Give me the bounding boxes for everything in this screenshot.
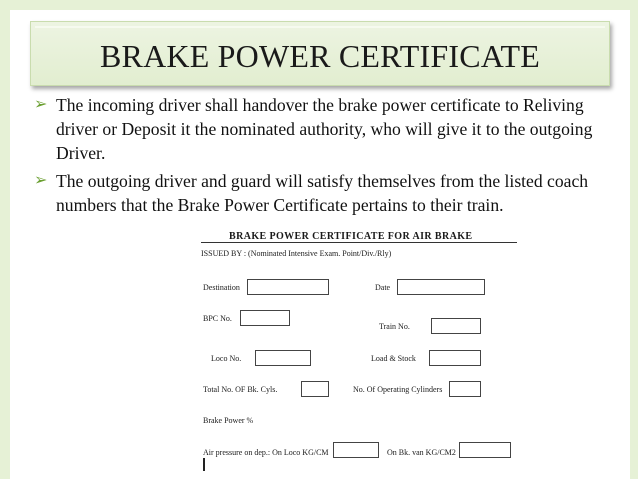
slide-border-top bbox=[0, 0, 638, 10]
destination-field bbox=[247, 279, 329, 295]
form-image bbox=[181, 226, 524, 479]
loco-no-label: Loco No. bbox=[211, 354, 242, 363]
form-title: BRAKE POWER CERTIFICATE FOR AIR BRAKE bbox=[229, 231, 473, 242]
bullet-item bbox=[34, 93, 604, 165]
slide-title: BRAKE POWER CERTIFICATE bbox=[99, 38, 541, 74]
total-no-label: Total No. OF Bk. Cyls. bbox=[203, 385, 278, 394]
total-no-field bbox=[301, 381, 329, 397]
date-label: Date bbox=[375, 283, 391, 292]
issued-by-label: ISSUED BY : (Nominated Intensive Exam. Point/Div./Rly) bbox=[201, 249, 392, 258]
destination-label: Destination bbox=[203, 283, 240, 292]
load-stock-label: Load & Stock bbox=[371, 354, 416, 363]
bpc-no-field bbox=[240, 310, 290, 326]
air-pressure-label: Air pressure on dep.: On Loco KG/CM bbox=[203, 448, 329, 457]
brake-power-label: Brake Power % bbox=[203, 416, 254, 425]
bullet-list bbox=[34, 93, 604, 217]
loco-pressure-field bbox=[333, 442, 379, 458]
operating-cylinders-label: No. Of Operating Cylinders bbox=[353, 385, 443, 394]
slide-border-right bbox=[630, 0, 638, 479]
operating-cylinders-field bbox=[449, 381, 481, 397]
bullet-item bbox=[34, 169, 604, 217]
title-banner bbox=[30, 21, 610, 86]
bk-van-label: On Bk. van KG/CM2 bbox=[387, 448, 456, 457]
train-no-label: Train No. bbox=[379, 322, 410, 331]
text-cursor-mark bbox=[203, 458, 205, 471]
bullet-text: The outgoing driver and guard will satisfy themselves from the listed coach numbers that the Brake Power Certificate pertains to their train. bbox=[56, 171, 589, 215]
bpc-no-label: BPC No. bbox=[203, 314, 232, 323]
bullet-text: The incoming driver shall handover the brake power certificate to Reliving driver or Deposit it the nominated authority, who will give it to the outgoing Driver. bbox=[56, 95, 593, 163]
arrow-bullet-icon: ➢ bbox=[34, 96, 48, 113]
arrow-bullet-icon: ➢ bbox=[34, 172, 48, 189]
bk-van-pressure-field bbox=[459, 442, 511, 458]
date-field bbox=[397, 279, 485, 295]
loco-no-field bbox=[255, 350, 311, 366]
train-no-field bbox=[431, 318, 481, 334]
form-divider bbox=[201, 242, 517, 243]
slide-border-left bbox=[0, 0, 10, 479]
load-stock-field bbox=[429, 350, 481, 366]
